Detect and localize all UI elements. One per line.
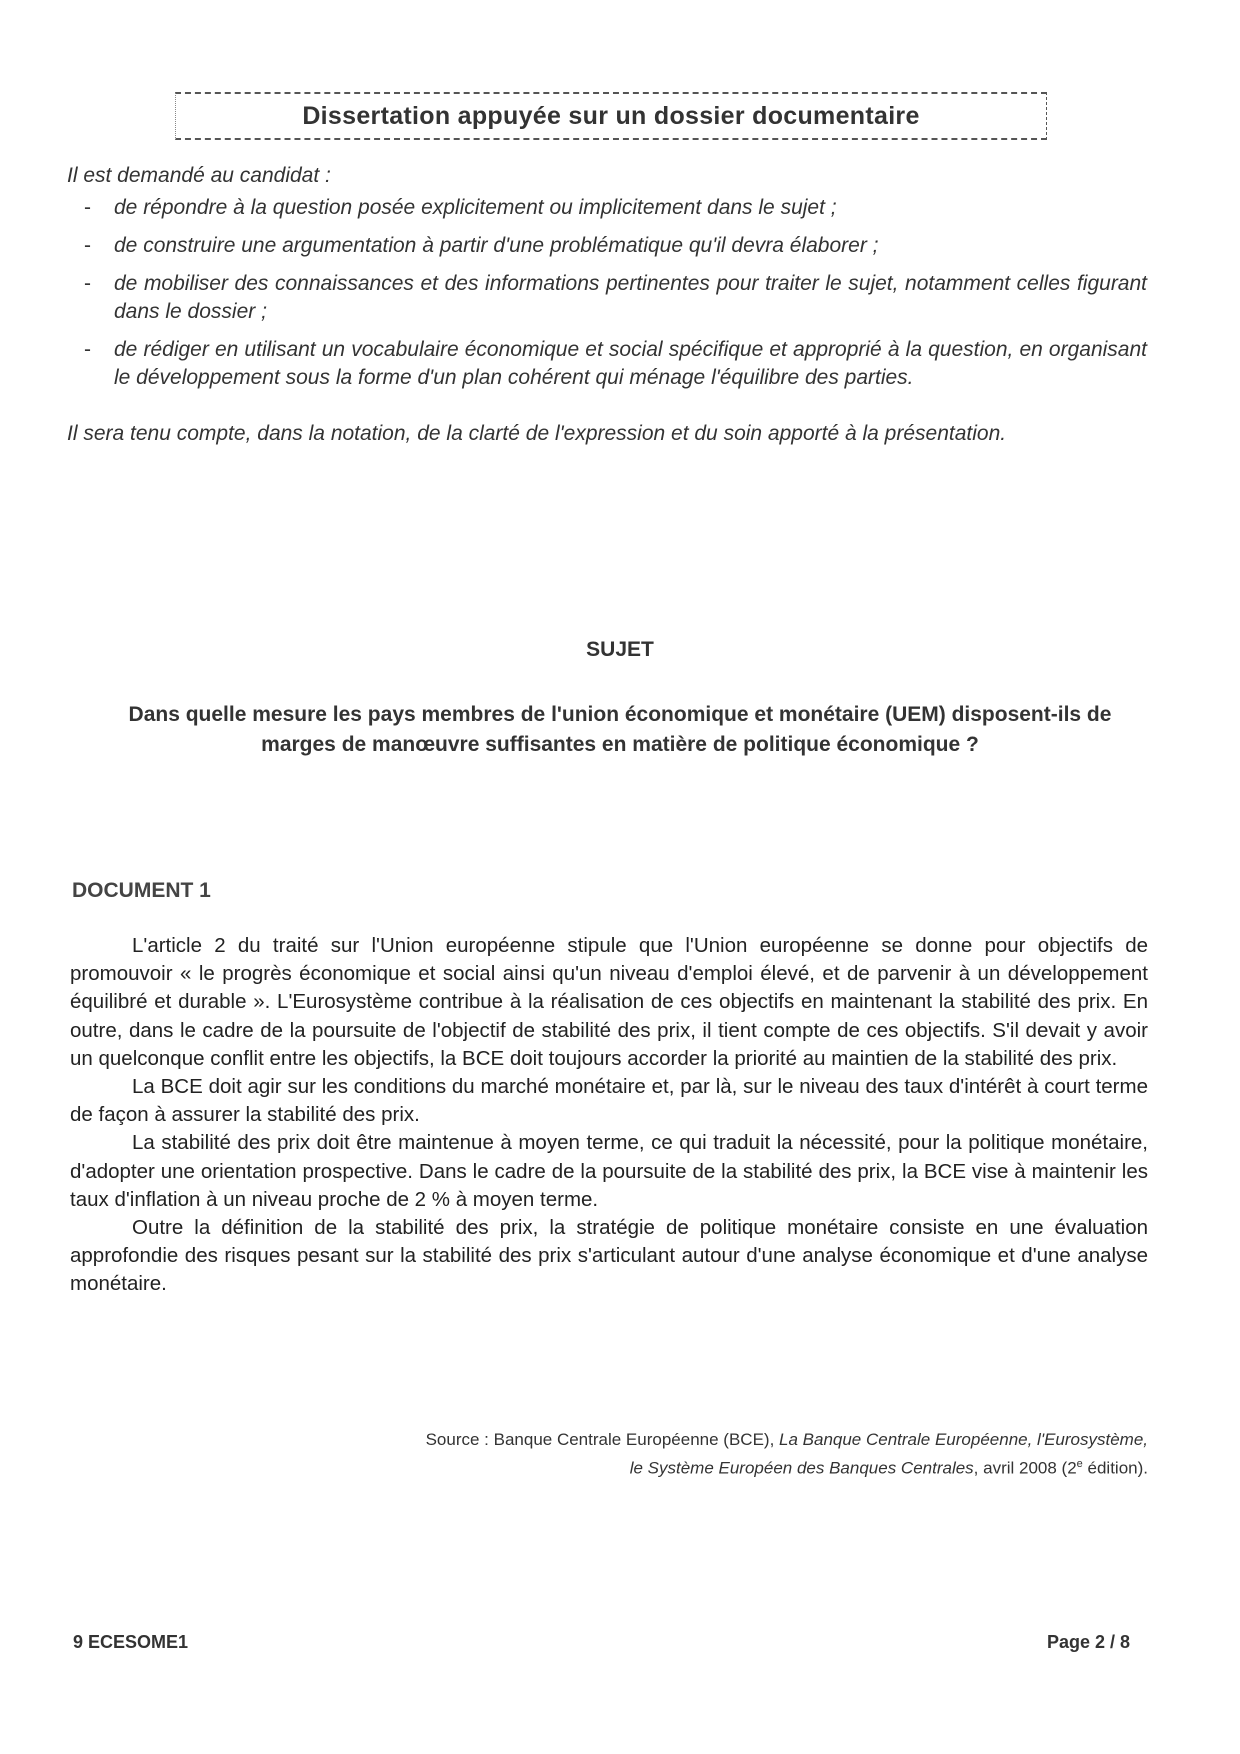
- sujet-question: Dans quelle mesure les pays membres de l'union économique et monétaire (UEM) disposent-ils de marges de manœuvre suffisantes en matière de politique économique ?: [128, 703, 1112, 756]
- instruction-item: - de construire une argumentation à partir d'une problématique qu'il devra élaborer ;: [67, 232, 1147, 260]
- exam-code: 9 ECESOME1: [73, 1632, 189, 1652]
- document-paragraph: Outre la définition de la stabilité des prix, la stratégie de politique monétaire consiste en une évaluation approfondie des risques pesant sur la stabilité des prix s'articulant autour d'une analyse économique et d'une analyse monétaire.: [70, 1216, 1148, 1296]
- source-title-line1: La Banque Centrale Européenne, l'Eurosystème,: [779, 1430, 1148, 1449]
- source-edition-sup: e: [1076, 1458, 1083, 1470]
- page-number: Page 2 / 8: [1046, 1632, 1130, 1652]
- document-1-body: [70, 932, 1148, 1299]
- document-source: [148, 1428, 1148, 1481]
- instructions-intro: Il est demandé au candidat :: [67, 164, 331, 187]
- document-paragraph: La BCE doit agir sur les conditions du marché monétaire et, par là, sur le niveau des taux d'intérêt à court terme de façon à assurer la stabilité des prix.: [70, 1075, 1148, 1127]
- document-paragraph: La stabilité des prix doit être maintenue à moyen terme, ce qui traduit la nécessité, pour la politique monétaire, d'adopter une orientation prospective. Dans le cadre de la poursuite de la stabilité des prix, la BCE vise à maintenir les taux d'inflation à un niveau proche de 2 % à moyen terme.: [70, 1131, 1148, 1211]
- instructions-list: [67, 194, 1147, 392]
- instruction-item: - de mobiliser des connaissances et des informations pertinentes pour traiter le sujet, notamment celles figurant dans le dossier ;: [67, 270, 1147, 326]
- source-prefix: Source : Banque Centrale Européenne (BCE),: [425, 1430, 780, 1449]
- instruction-item: - de rédiger en utilisant un vocabulaire économique et social spécifique et approprié à la question, en organisant le développement sous la forme d'un plan cohérent qui ménage l'équilibre des parties.: [67, 336, 1147, 392]
- notation-note: Il sera tenu compte, dans la notation, de la clarté de l'expression et du soin apporté à la présentation.: [67, 422, 1007, 445]
- page-title: Dissertation appuyée sur un dossier documentaire: [302, 101, 920, 130]
- document-paragraph: L'article 2 du traité sur l'Union européenne stipule que l'Union européenne se donne pour objectifs de promouvoir « le progrès économique et social ainsi qu'un niveau d'emploi élevé, et de parvenir à un développement équilibré et durable ». L'Eurosystème contribue à la réalisation de ces objectifs en maintenant la stabilité des prix. En outre, dans le cadre de la poursuite de l'objectif de stabilité des prix, il tient compte de ces objectifs. S'il devait y avoir un quelconque conflit entre les objectifs, la BCE doit toujours accorder la priorité au maintien de la stabilité des prix.: [70, 934, 1148, 1070]
- sujet-heading: SUJET: [586, 638, 654, 661]
- instruction-item: - de répondre à la question posée explicitement ou implicitement dans le sujet ;: [67, 194, 1147, 222]
- document-1-heading: DOCUMENT 1: [72, 879, 211, 902]
- source-title-line2: le Système Européen des Banques Centrales: [629, 1458, 974, 1478]
- title-box: [175, 92, 1047, 140]
- source-edition-suffix: édition).: [1082, 1458, 1148, 1478]
- instructions: [67, 162, 1147, 448]
- source-date: , avril 2008 (2: [973, 1458, 1077, 1478]
